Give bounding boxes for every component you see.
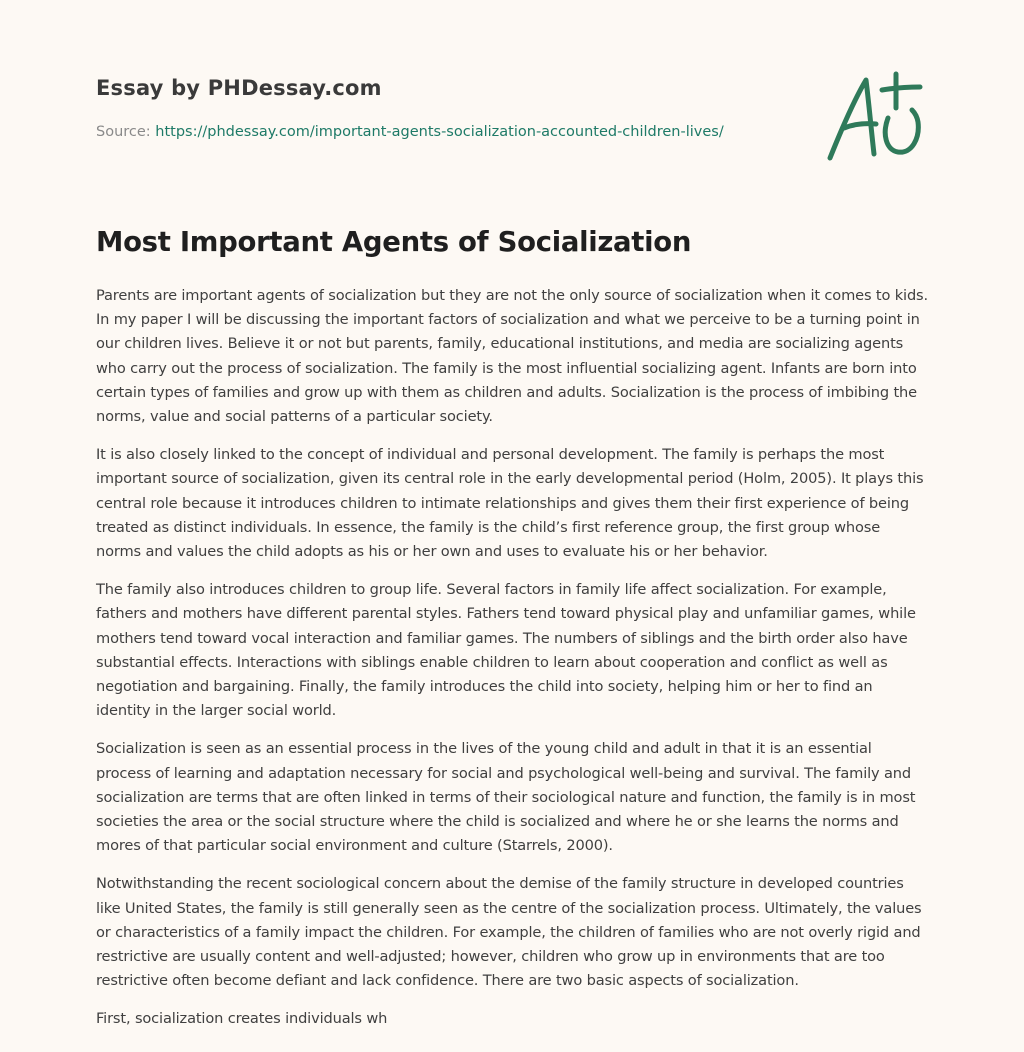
essay-paragraph: Socialization is seen as an essential process in the lives of the young child and adult in that it is an essential process of learning and adaptation necessary for social and psychological well-being and survival. The family and socialization are terms that are often linked in terms of their sociological nature and function, the family is in most societies the area or the social structure where the child is socialized and where he or she learns the norms and mores of that particular social environment and culture (Starrels, 2000). bbox=[96, 740, 916, 855]
source-line bbox=[96, 124, 796, 140]
site-title: Essay by PHDessay.com bbox=[96, 76, 382, 100]
essay-paragraph: Parents are important agents of socialization but they are not the only source of socialization when it comes to kids. In my paper I will be discussing the important factors of socialization and what we perceive to be a turning point in our children lives. Believe it or not but parents, family, educational institutions, and media are socializing agents who carry out the process of socialization. The family is the most influential socializing agent. Infants are born into certain types of families and grow up with them as children and adults. Socialization is the process of imbibing the norms, value and social patterns of a particular society. bbox=[96, 287, 929, 426]
essay-header bbox=[96, 76, 796, 140]
source-link[interactable]: https://phdessay.com/important-agents-socialization-accounted-children-lives/ bbox=[155, 124, 724, 140]
essay-paragraph: Notwithstanding the recent sociological concern about the demise of the family structure in developed countries like United States, the family is still generally seen as the centre of the socialization process. Ultimately, the values or characteristics of a family impact the children. For example, the children of families who are not overly rigid and restrictive are usually content and well-adjusted; however, children who grow up in environments that are too restrictive often become defiant and lack confidence. There are two basic aspects of socialization. bbox=[96, 875, 922, 990]
essay-article bbox=[96, 226, 928, 1046]
essay-paragraph: It is also closely linked to the concept of individual and personal development. The family is perhaps the most important source of socialization, given its central role in the early developmental period (Holm, 2005). It plays this central role because it introduces children to intimate relationships and gives them their first experience of being treated as distinct individuals. In essence, the family is the child’s first reference group, the first group whose norms and values the child adopts as his or her own and uses to evaluate his or her behavior. bbox=[96, 446, 924, 561]
essay-title: Most Important Agents of Socialization bbox=[96, 226, 692, 258]
a-plus-grade-logo-icon bbox=[820, 66, 932, 166]
essay-paragraph: The family also introduces children to group life. Several factors in family life affect socialization. For example, fathers and mothers have different parental styles. Fathers tend toward physical play and unfamiliar games, while mothers tend toward vocal interaction and familiar games. The numbers of siblings and the birth order also have substantial effects. Interactions with siblings enable children to learn about cooperation and conflict as well as negotiation and bargaining. Finally, the family introduces the child into society, helping him or her to find an identity in the larger social world. bbox=[96, 581, 916, 720]
essay-paragraph-truncated: First, socialization creates individuals wh bbox=[96, 1010, 388, 1028]
source-label: Source: bbox=[96, 124, 151, 140]
